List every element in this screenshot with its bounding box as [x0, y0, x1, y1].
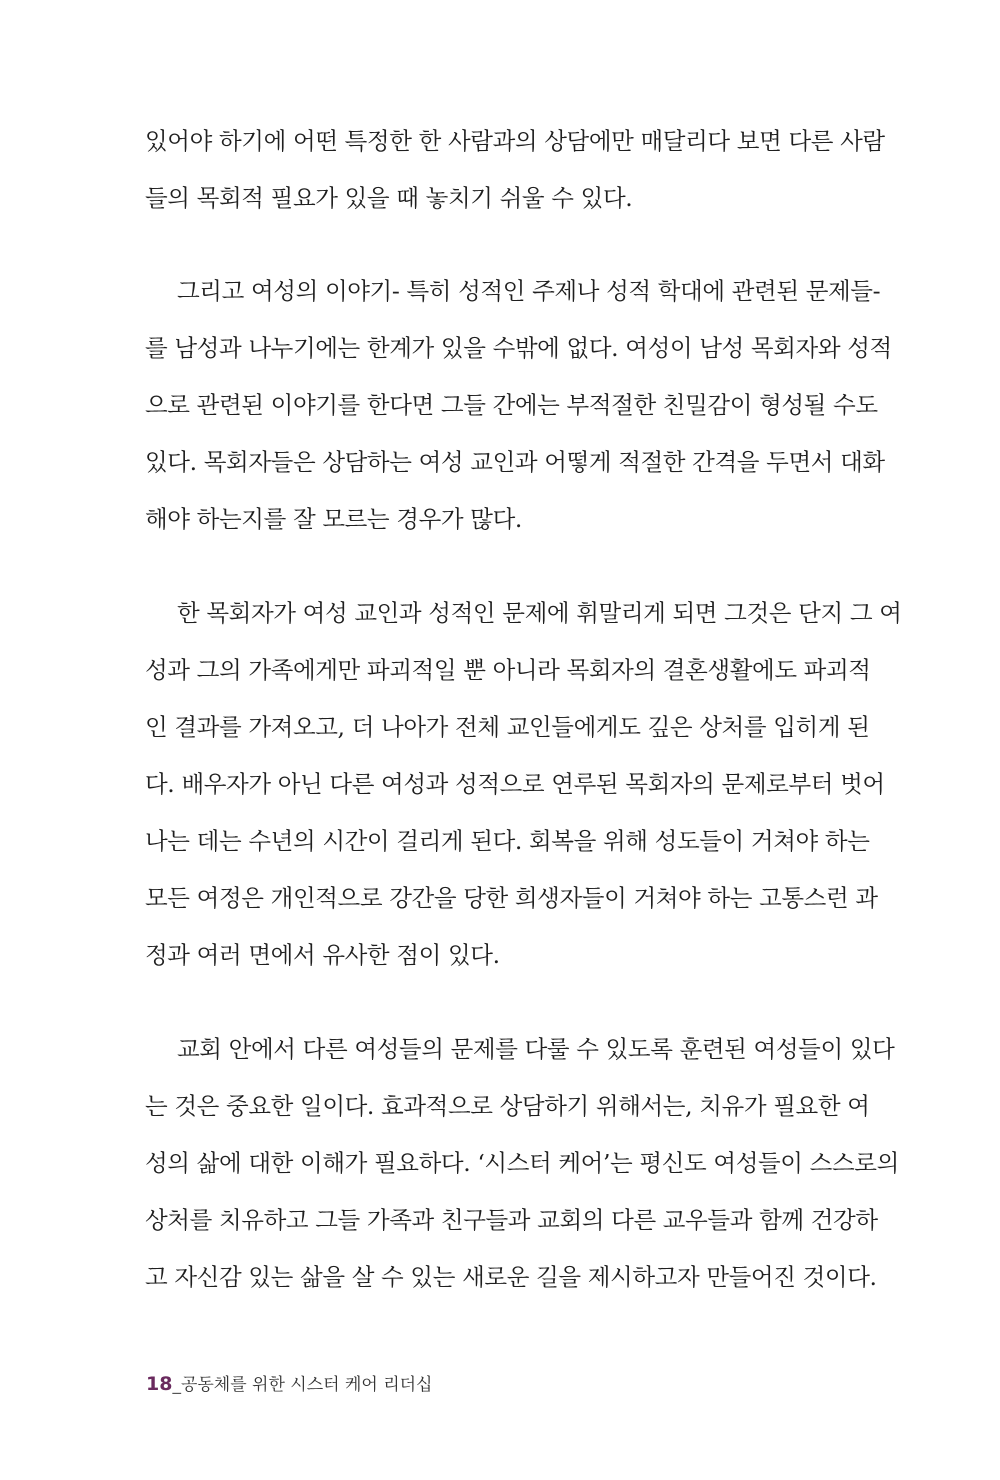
text-line: 나는 데는 수년의 시간이 걸리게 된다. 회복을 위해 성도들이 거쳐야 하는	[145, 827, 870, 855]
page-number: 18	[146, 1373, 173, 1395]
text-line: 해야 하는지를 잘 모르는 경우가 많다.	[145, 505, 522, 533]
text-line: 들의 목회적 필요가 있을 때 놓치기 쉬울 수 있다.	[145, 184, 633, 212]
text-line: 있다. 목회자들은 상담하는 여성 교인과 어떻게 적절한 간격을 두면서 대화	[145, 448, 885, 476]
footer-separator: _	[172, 1375, 181, 1395]
text-line: 상처를 치유하고 그들 가족과 친구들과 교회의 다른 교우들과 함께 건강하	[145, 1206, 878, 1234]
text-line: 한 목회자가 여성 교인과 성적인 문제에 휘말리게 되면 그것은 단지 그 여	[177, 599, 902, 627]
book-title: 공동체를 위한 시스터 케어 리더십	[180, 1375, 433, 1395]
text-line: 모든 여정은 개인적으로 강간을 당한 희생자들이 거쳐야 하는 고통스런 과	[145, 884, 878, 912]
text-line: 으로 관련된 이야기를 한다면 그들 간에는 부적절한 친밀감이 형성될 수도	[145, 391, 878, 419]
text-line: 정과 여러 면에서 유사한 점이 있다.	[145, 941, 500, 969]
page-footer	[146, 1370, 432, 1398]
text-line: 있어야 하기에 어떤 특정한 한 사람과의 상담에만 매달리다 보면 다른 사람	[145, 127, 885, 155]
text-line: 성과 그의 가족에게만 파괴적일 뿐 아니라 목회자의 결혼생활에도 파괴적	[145, 656, 871, 684]
text-line: 는 것은 중요한 일이다. 효과적으로 상담하기 위해서는, 치유가 필요한 여	[145, 1092, 870, 1120]
text-line: 다. 배우자가 아닌 다른 여성과 성적으로 연루된 목회자의 문제로부터 벗어	[145, 770, 885, 798]
text-line: 고 자신감 있는 삶을 살 수 있는 새로운 길을 제시하고자 만들어진 것이다.	[145, 1263, 877, 1291]
text-line: 그리고 여성의 이야기- 특히 성적인 주제나 성적 학대에 관련된 문제들-	[177, 277, 881, 305]
text-line: 인 결과를 가져오고, 더 나아가 전체 교인들에게도 깊은 상처를 입히게 된	[145, 713, 870, 741]
text-line: 교회 안에서 다른 여성들의 문제를 다룰 수 있도록 훈련된 여성들이 있다	[177, 1035, 895, 1063]
text-line: 성의 삶에 대한 이해가 필요하다. ‘시스터 케어’는 평신도 여성들이 스스로의	[145, 1149, 899, 1177]
text-line: 를 남성과 나누기에는 한계가 있을 수밖에 없다. 여성이 남성 목회자와 성적	[145, 334, 892, 362]
